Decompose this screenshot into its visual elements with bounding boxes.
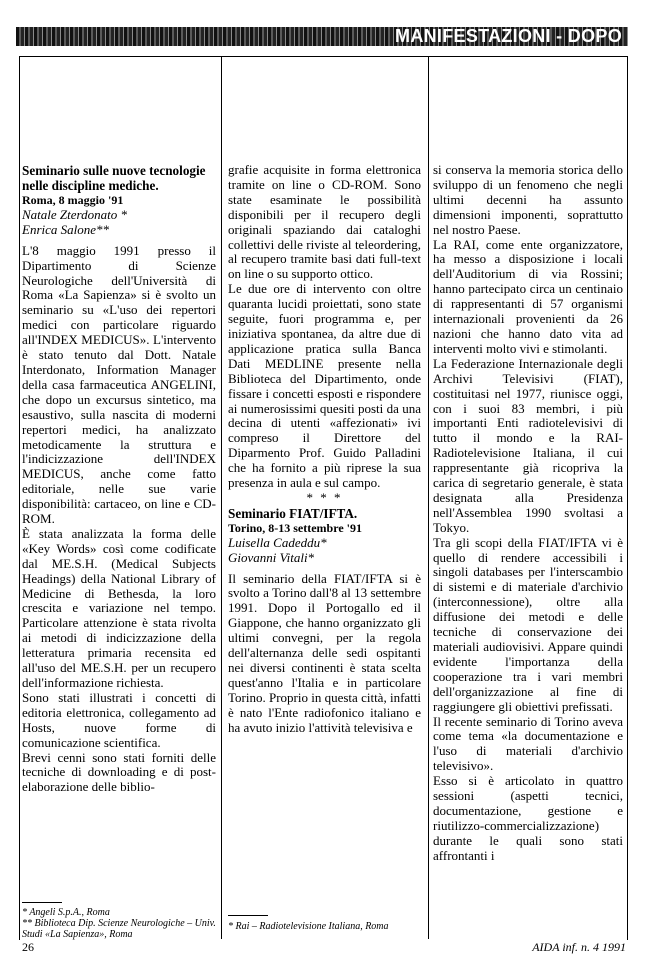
author: Enrica Salone** [22, 221, 110, 237]
page-number: 26 [22, 940, 34, 954]
paragraph: Il seminario della FIAT/IFTA si è svolto a Torino dall'8 al 13 settembre 1991. Dopo il Portogallo ed il Giappone, che hanno organizzato gli ultimi convegni, per la regola dell'alternanza delle sedi ospitanti nei diversi continenti è stata scelta quest'anno l'Italia e in particolare Torino. Proprio in questa città, infatti è nato l'Ente radiofonico italiano e ha avuto inizio l'attività televisiva e [228, 570, 421, 735]
footnote: ** Biblioteca Dip. Scienze Neurologiche – Univ. Studi «La Sapienza», Roma [22, 918, 216, 940]
paragraph: Brevi cenni sono stati forniti delle tecniche di downloading e di post-elaborazione delle biblio- [22, 749, 216, 795]
paragraph: grafie acquisite in forma elettronica tramite on line o CD-ROM. Sono state esaminate le possibilità disponibili per il recupero degli originali spaziando dai cataloghi collettivi delle riviste al teleordering, al recupero tramite basi dati full-text on line o su supporto ottico. [228, 162, 421, 282]
paragraph: Il recente seminario di Torino aveva come tema «la documentazione e l'uso di materiali d'archivio televisivo». [433, 713, 623, 774]
author: Natale Zterdonato * [22, 206, 127, 222]
separator: * * * [306, 489, 343, 505]
footnote-rule [228, 915, 268, 916]
column-divider [428, 56, 429, 939]
journal-issue: AIDA inf. n. 4 1991 [532, 940, 626, 954]
column-divider [221, 56, 222, 939]
author: Luisella Cadeddu* [228, 534, 327, 550]
article-date: Roma, 8 maggio '91 [22, 193, 124, 207]
author: Giovanni Vitali* [228, 549, 315, 565]
article-title: Seminario sulle nuove tecnologie nelle discipline mediche. [22, 163, 206, 193]
paragraph: Sono stati illustrati i concetti di editoria elettronica, collegamento ad Hosts, nuove forme di comunicazione scientifica. [22, 689, 216, 750]
paragraph: È stata analizzata la forma delle «Key Words» così come codificate dal ME.S.H. (Medical Subjects Headings) della National Library of Medicine di Bethesda, la loro crescita e variazione nel tempo. Particolare attenzione è stata rivolta ai metodi di indicizzazione della letteratura primaria recensita ed all'uso del ME.S.H. per un recupero dell'informazione richiesta. [22, 525, 216, 690]
paragraph: La RAI, come ente organizzatore, ha messo a disposizione i locali dell'Auditorium di via Rossini; hanno partecipato circa un centinaio di rappresentanti di 57 organismi internazionali provenienti da 26 nazioni che hanno dato vita ad interventi molto vivi e stimolanti. [433, 236, 623, 356]
footnotes [22, 907, 216, 940]
section-label: MANIFESTAZIONI - DOPO [395, 26, 622, 46]
paragraph: Le due ore di intervento con oltre quaranta lucidi proiettati, sono state seguite, fuori programma e, per iniziativa spontanea, da altre due di applicazione pratica sulla Banca Dati MEDLINE presente nella Biblioteca del Dipartimento, onde fissare i concetti esposti e rispondere ai numerosissimi quesiti posti da una decina di utenti «affezionati» ivi compreso il Direttore del Diparmento Prof. Guido Palladini che ha fornito a più riprese la sua presenza in aula e sul campo. [228, 281, 421, 491]
paragraph: L'8 maggio 1991 presso il Dipartimento di Scienze Neurologiche dell'Università di Roma «La Sapienza» si è svolto un seminario su «L'uso dei repertori medici con particolare riguardo all'INDEX MEDICUS». L'intervento è stato tenuto dal Dott. Natale Interdonato, Information Manager della casa farmaceutica ANGELINI, che dopo un excursus sintetico, ma esaustivo, sulla nascita di moderni repertori medici, ha analizzato metodicamente la struttura e l'indicizzazione dell'INDEX MEDICUS, anche come fatto editoriale, nelle sue varie disponibilità: cartaceo, on line e CD-ROM. [22, 242, 216, 527]
paragraph: si conserva la memoria storica dello sviluppo di un fenomeno che negli ultimi decenni ha assunto dimensioni imponenti, soprattutto nel nostro Paese. [433, 162, 623, 237]
paragraph: Esso si è articolato in quattro sessioni (aspetti tecnici, documentazione, gestione e riutilizzo-commercializzazione) durante le quali sono stati affrontanti i [433, 773, 623, 863]
footnote-rule [22, 902, 62, 903]
footnote: * Rai – Radiotelevisione Italiana, Roma [228, 921, 389, 932]
column-2 [228, 163, 421, 736]
column-1 [22, 163, 216, 795]
paragraph: La Federazione Internazionale degli Archivi Televisivi (FIAT), costituitasi nel 1977, riunisce oggi, con i suoi 83 membri, i più importanti Enti radiotelevisivi di tutto il mondo e la RAI-Radiotelevisione Italiana, il cui rappresentante già ricopriva la carica di segretario generale, è stata designata alla Presidenza nell'Assemblea 1990 svoltasi a Tokyo. [433, 355, 623, 535]
article-date: Torino, 8-13 settembre '91 [228, 520, 362, 535]
section-banner [16, 27, 628, 46]
footnote: * Angeli S.p.A., Roma [22, 907, 110, 918]
article-title: Seminario FIAT/IFTA. [228, 505, 358, 521]
column-3 [433, 163, 623, 864]
paragraph: Tra gli scopi della FIAT/IFTA vi è quello di rendere accessibili i singoli databases per l'interscambio di sistemi e di materiale d'archivio (interconnessione), oltre alla diffusione dei metodi e delle tecniche di conservazione dei materiali audiovisivi. Appare quindi evidente l'importanza della cooperazione tra i vari membri dell'organizzazione al fine di raggiungere gli obiettivi prefissati. [433, 534, 623, 714]
